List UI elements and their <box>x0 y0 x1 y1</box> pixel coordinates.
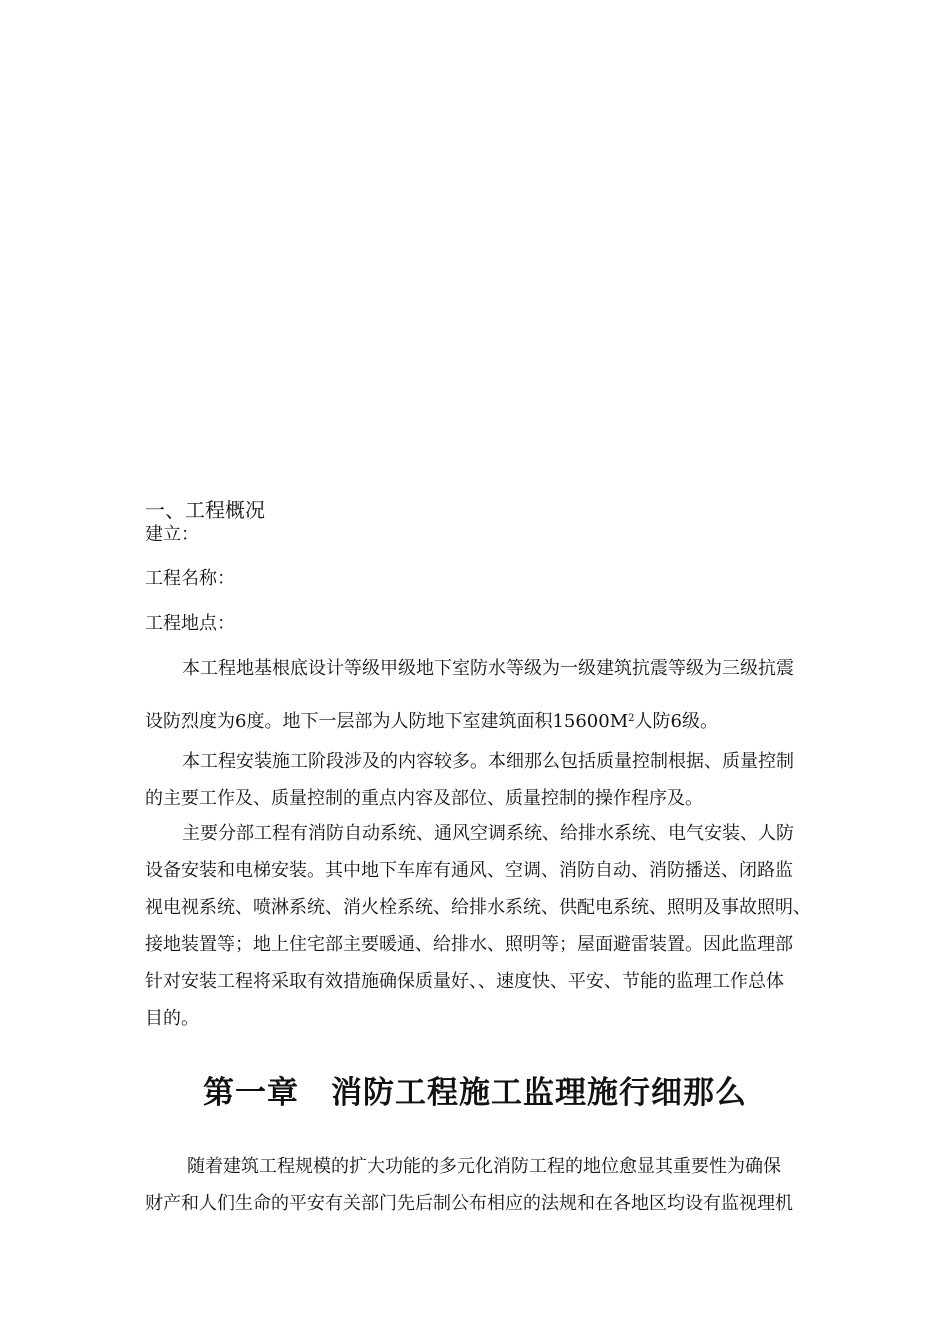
section-heading: 一、工程概况 <box>145 498 265 522</box>
paragraph1-line1: 本工程地基根底设计等级甲级地下室防水等级为一级建筑抗震等级为三级抗震 <box>182 658 794 679</box>
paragraph3-line6: 目的。 <box>145 1008 199 1029</box>
field-project-location: 工程地点： <box>145 613 235 634</box>
paragraph2-line1: 本工程安装施工阶段涉及的内容较多。本细那么包括质量控制根据、质量控制 <box>182 751 794 772</box>
paragraph1-line2-text-a: 设防烈度为6度。地下一层部为人防地下室建筑面积15600M <box>145 711 629 732</box>
paragraph4-line1: 随着建筑工程规模的扩大功能的多元化消防工程的地位愈显其重要性为确保 <box>187 1156 781 1177</box>
chapter-number: 第一章 <box>203 1075 299 1111</box>
chapter-title-text: 消防工程施工监理施行细那么 <box>331 1075 747 1111</box>
paragraph4-line2: 财产和人们生命的平安有关部门先后制公布相应的法规和在各地区均设有监视理机 <box>145 1193 793 1214</box>
paragraph3-line5: 针对安装工程将采取有效措施确保质量好、、速度快、平安、节能的监理工作总体 <box>145 971 784 992</box>
paragraph2-line2: 的主要工作及、质量控制的重点内容及部位、质量控制的操作程序及。 <box>145 788 703 809</box>
paragraph1-line2 <box>145 707 718 734</box>
paragraph3-line3: 视电视系统、喷淋系统、消火栓系统、给排水系统、供配电系统、照明及事故照明、 <box>145 897 811 918</box>
paragraph3-line2: 设备安装和电梯安装。其中地下车库有通风、空调、消防自动、消防播送、闭路监 <box>145 860 793 881</box>
paragraph3-line4: 接地装置等；地上住宅部主要暖通、给排水、照明等；屋面避雷装置。因此监理部 <box>145 934 793 955</box>
field-project-name: 工程名称： <box>145 568 235 589</box>
paragraph1-line2-text-b: 人防6级。 <box>634 711 718 732</box>
chapter-heading <box>0 1073 950 1113</box>
field-build: 建立： <box>145 524 199 545</box>
superscript-2: 2 <box>628 713 635 724</box>
paragraph3-line1: 主要分部工程有消防自动系统、通风空调系统、给排水系统、电气安装、人防 <box>182 823 794 844</box>
